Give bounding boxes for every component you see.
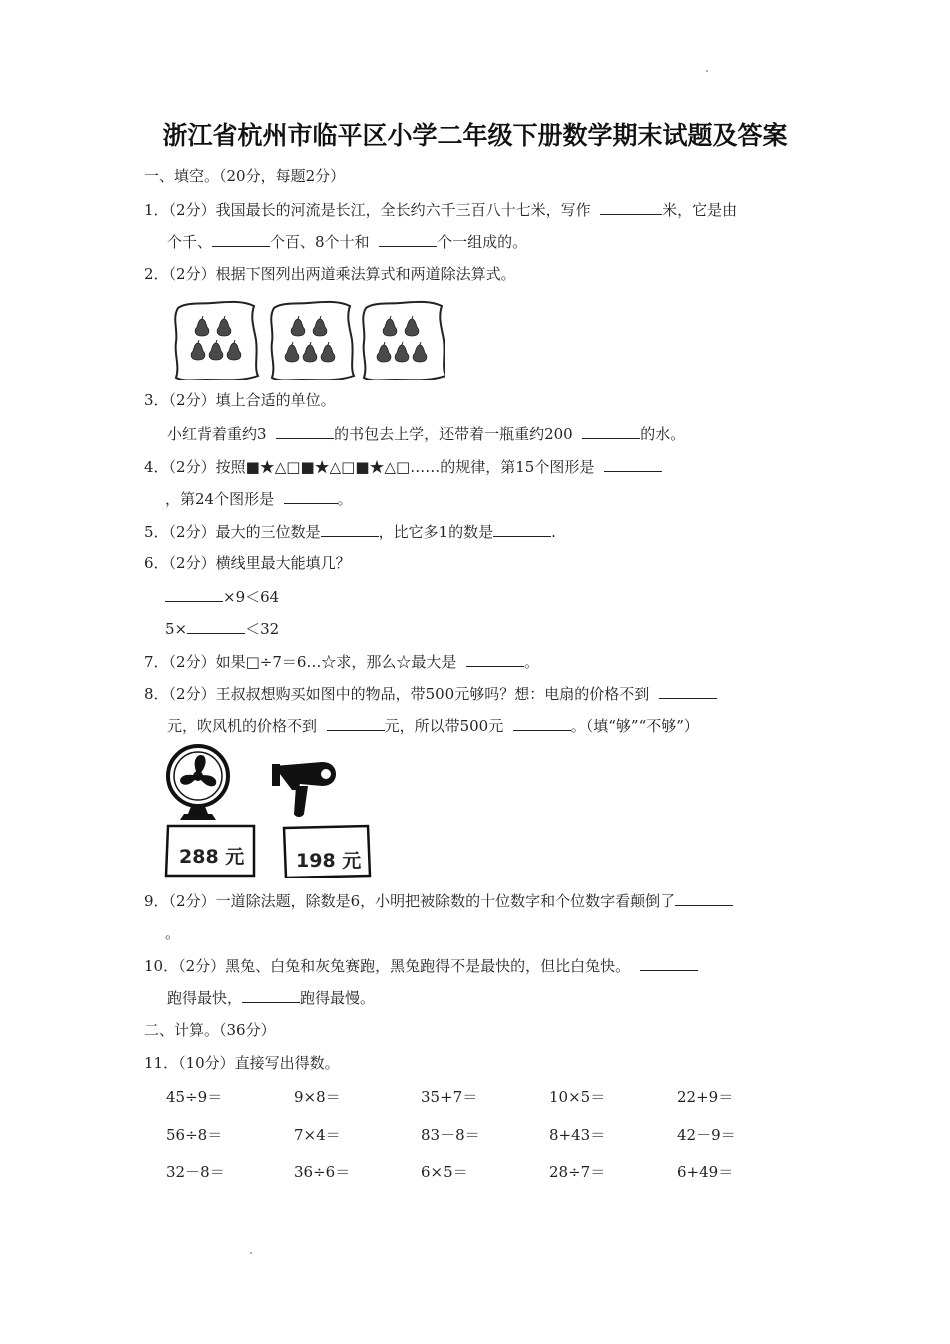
- question-6-text: ×9＜64: [223, 588, 280, 606]
- answer-blank[interactable]: [165, 586, 223, 602]
- question-6-line-2: [165, 586, 279, 607]
- question-4-line-1: [144, 456, 662, 477]
- question-7-text: 。: [523, 653, 539, 671]
- calc-item: 42－9＝: [677, 1126, 736, 1144]
- question-5-line: [144, 521, 556, 542]
- calc-item: 83－8＝: [421, 1126, 480, 1144]
- calc-item: 32－8＝: [166, 1163, 225, 1181]
- page-title: 浙江省杭州市临平区小学二年级下册数学期末试题及答案: [162, 121, 788, 150]
- question-9-text: 。: [165, 924, 181, 942]
- answer-blank[interactable]: [582, 423, 640, 439]
- question-3-text: 的水。: [640, 425, 686, 443]
- question-4-text: 。: [337, 490, 353, 508]
- answer-blank[interactable]: [327, 715, 385, 731]
- answer-blank[interactable]: [659, 683, 717, 699]
- products-illustration: [162, 742, 382, 878]
- question-8-text: 8．（2分）王叔叔想购买如图中的物品，带500元够吗？想：电扇的价格不到: [144, 685, 650, 703]
- calc-item: 8+43＝: [549, 1126, 606, 1144]
- answer-blank[interactable]: [284, 488, 338, 504]
- scan-speck: [706, 70, 708, 72]
- calc-item: 10×5＝: [549, 1088, 606, 1106]
- question-3-text: 的书包去上学，还带着一瓶重约200: [334, 425, 573, 443]
- question-1-text: 个一组成的。: [437, 233, 528, 251]
- scan-speck: [250, 1252, 252, 1254]
- pear-bags-illustration: [170, 298, 445, 380]
- question-9-text: 9．（2分）一道除法题，除数是6，小明把被除数的十位数字和个位数字看颠倒了: [144, 892, 676, 910]
- question-8-line-2: [167, 715, 699, 736]
- answer-blank[interactable]: [513, 715, 571, 731]
- answer-blank[interactable]: [675, 890, 733, 906]
- question-8-line-1: [144, 683, 717, 704]
- hair-dryer-icon: [272, 762, 336, 817]
- question-8-text: 元，所以带500元: [384, 717, 504, 735]
- question-2-text: 2．（2分）根据下图列出两道乘法算式和两道除法算式。: [144, 265, 516, 283]
- calc-item: 7×4＝: [294, 1126, 341, 1144]
- answer-blank[interactable]: [276, 423, 334, 439]
- answer-blank[interactable]: [242, 987, 300, 1003]
- fan-price-label: 288 元: [179, 846, 245, 868]
- calc-item: 6×5＝: [421, 1163, 468, 1181]
- question-1-text: 1．（2分）我国最长的河流是长江，全长约六千三百八十七米，写作: [144, 201, 591, 219]
- question-6-text: 6．（2分）横线里最大能填几？: [144, 554, 351, 572]
- answer-blank[interactable]: [187, 618, 245, 634]
- question-10-line-2: [167, 987, 375, 1008]
- question-4-line-2: [165, 488, 353, 509]
- question-1-text: 个百、8个十和: [270, 233, 370, 251]
- calc-item: 36÷6＝: [294, 1163, 351, 1181]
- question-3-line-2: [167, 423, 685, 444]
- question-3-text: 3．（2分）填上合适的单位。: [144, 391, 336, 409]
- calc-item: 45÷9＝: [166, 1088, 223, 1106]
- question-10-line-1: [144, 955, 698, 976]
- question-5-text: 5．（2分）最大的三位数是: [144, 523, 321, 541]
- answer-blank[interactable]: [600, 199, 662, 215]
- question-10-text: 跑得最快，: [167, 989, 243, 1007]
- calc-item: 9×8＝: [294, 1088, 341, 1106]
- question-6-text: 5×: [165, 620, 188, 638]
- question-6-text: ＜32: [245, 620, 280, 638]
- electric-fan-icon: [168, 746, 228, 820]
- question-1-text: 个千、: [167, 233, 213, 251]
- question-11-text: 11．（10分）直接写出得数。: [144, 1054, 340, 1072]
- calc-item: 22+9＝: [677, 1088, 734, 1106]
- question-4-text: 4．（2分）按照■★△□■★△□■★△□……的规律，第15个图形是: [144, 458, 595, 476]
- question-7-text: 7．（2分）如果□÷7＝6…☆求，那么☆最大是: [144, 653, 457, 671]
- calc-item: 35+7＝: [421, 1088, 478, 1106]
- answer-blank[interactable]: [640, 955, 698, 971]
- question-5-text: .: [551, 523, 556, 541]
- question-1-line-1: [144, 199, 737, 220]
- answer-blank[interactable]: [604, 456, 662, 472]
- calc-item: 6+49＝: [677, 1163, 734, 1181]
- question-8-text: 。（填“够”“不够”）: [570, 717, 699, 735]
- calc-item: 28÷7＝: [549, 1163, 606, 1181]
- question-3-text: 小红背着重约3: [167, 425, 267, 443]
- question-10-text: 10．（2分）黑兔、白兔和灰兔赛跑，黑兔跑得不是最快的，但比白兔快。: [144, 957, 631, 975]
- dryer-price-label: 198 元: [296, 850, 362, 872]
- question-5-text: ，比它多1的数是: [378, 523, 494, 541]
- question-7-line: [144, 651, 539, 672]
- question-10-text: 跑得最慢。: [300, 989, 376, 1007]
- question-1-text: 米，它是由: [662, 201, 738, 219]
- question-8-text: 元，吹风机的价格不到: [167, 717, 318, 735]
- answer-blank[interactable]: [379, 231, 437, 247]
- question-4-text: ，第24个图形是: [165, 490, 275, 508]
- answer-blank[interactable]: [466, 651, 524, 667]
- answer-blank[interactable]: [212, 231, 270, 247]
- question-6-line-3: [165, 618, 279, 639]
- calc-item: 56÷8＝: [166, 1126, 223, 1144]
- question-1-line-2: [167, 231, 527, 252]
- section-1-heading: 一、填空。（20分，每题2分）: [144, 167, 346, 185]
- answer-blank[interactable]: [493, 521, 551, 537]
- section-2-heading: 二、计算。（36分）: [144, 1021, 276, 1039]
- question-9-line-1: [144, 890, 733, 911]
- answer-blank[interactable]: [321, 521, 379, 537]
